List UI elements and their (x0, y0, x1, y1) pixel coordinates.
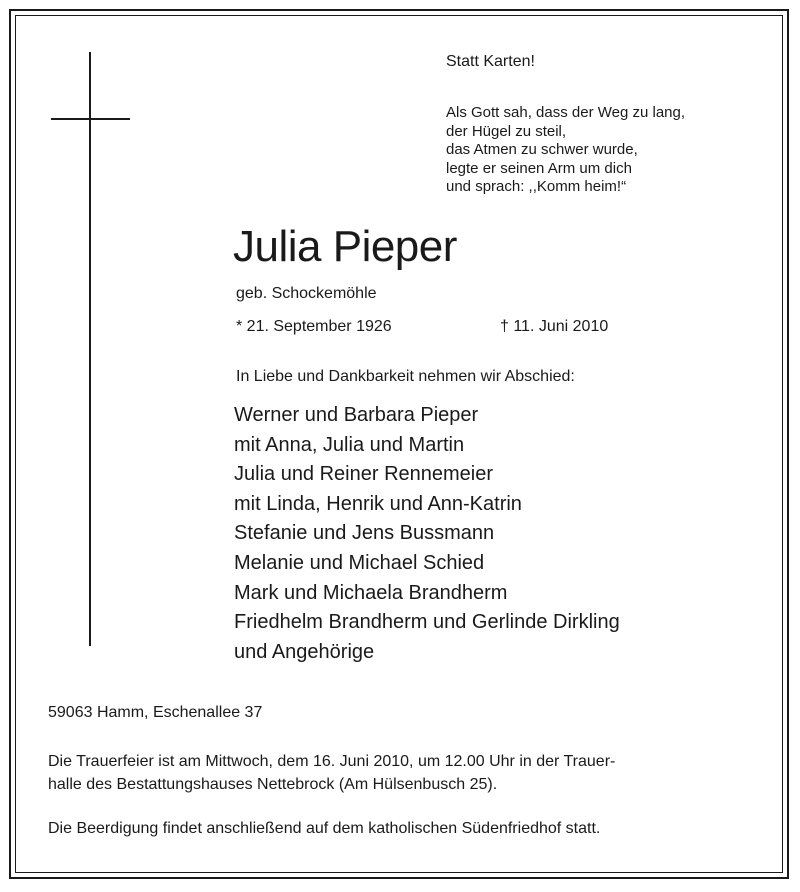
mourner-line: mit Anna, Julia und Martin (234, 433, 465, 456)
poem-line: Als Gott sah, dass der Weg zu lang, (446, 104, 686, 121)
service-line: halle des Bestattungshauses Nettebrock (Am Hülsenbusch 25). (48, 776, 498, 793)
mourner-line: mit Linda, Henrik und Ann-Katrin (234, 492, 522, 515)
mourner-line: Friedhelm Brandherm und Gerlinde Dirkling (234, 611, 620, 634)
mourner-line: Werner und Barbara Pieper (234, 404, 479, 426)
mourner-line: Stefanie und Jens Bussmann (234, 522, 495, 545)
cross-icon-vertical-bar (89, 52, 91, 646)
mourners-list (234, 401, 620, 667)
mourner-line: Melanie und Michael Schied (234, 551, 485, 574)
poem-line: das Atmen zu schwer wurde, (446, 141, 638, 159)
death-date: † 11. Juni 2010 (500, 318, 609, 335)
birth-date: * 21. September 1926 (236, 318, 392, 335)
poem (446, 104, 685, 197)
cross-icon-horizontal-bar (51, 118, 130, 120)
poem-line: der Hügel zu steil, (446, 122, 567, 140)
mourner-line: und Angehörige (234, 640, 375, 663)
funeral-service-info (48, 750, 748, 796)
mourner-line: Julia und Reiner Rennemeier (234, 463, 494, 486)
notice-header: Statt Karten! (446, 53, 535, 70)
deceased-name: Julia Pieper (233, 222, 457, 271)
family-address: 59063 Hamm, Eschenallee 37 (48, 704, 263, 721)
mourner-line: Mark und Michaela Brandherm (234, 581, 508, 604)
maiden-name: geb. Schockemöhle (236, 285, 377, 302)
poem-line: legte er seinen Arm um dich (446, 159, 632, 177)
farewell-intro: In Liebe und Dankbarkeit nehmen wir Abschied: (236, 368, 575, 385)
poem-line: und sprach: ,,Komm heim!“ (446, 178, 627, 196)
burial-info: Die Beerdigung findet anschließend auf dem katholischen Südenfriedhof statt. (48, 820, 601, 837)
service-line: Die Trauerfeier ist am Mittwoch, dem 16. Juni 2010, um 12.00 Uhr in der Trauer- (48, 753, 616, 770)
